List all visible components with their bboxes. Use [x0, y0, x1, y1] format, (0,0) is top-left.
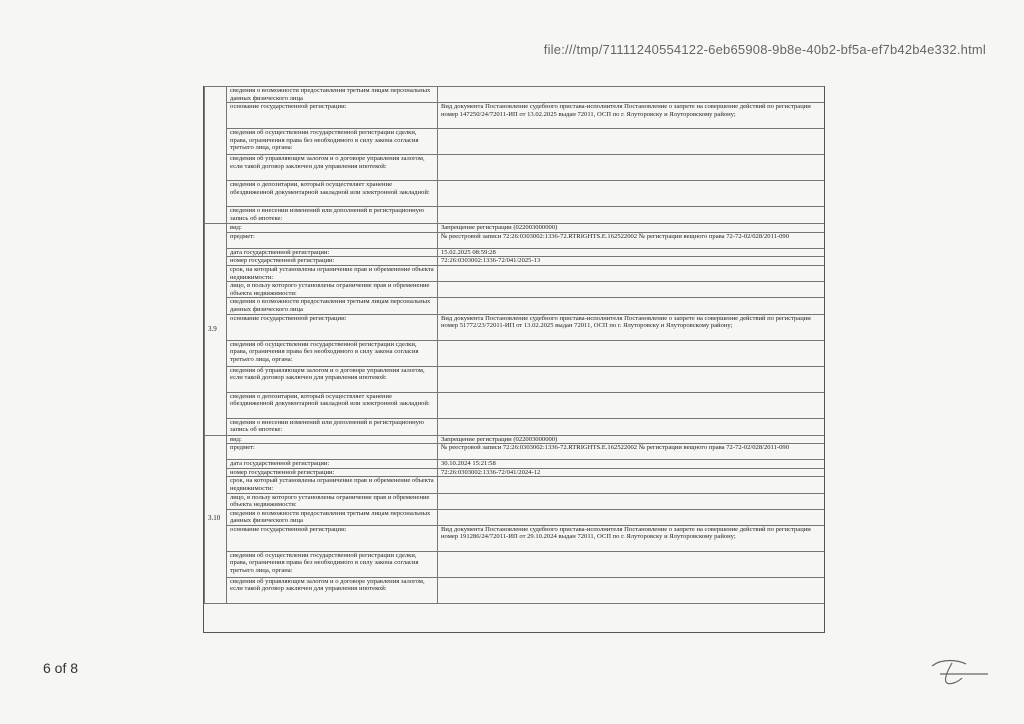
field-value	[438, 340, 825, 366]
table-row	[205, 435, 825, 444]
field-value	[438, 265, 825, 281]
field-label: лицо, в пользу которого установлены ограничение прав и обременение объекта недвижимости:	[227, 282, 438, 298]
field-label: основание государственной регистрации:	[227, 314, 438, 340]
field-label: основание государственной регистрации:	[227, 103, 438, 129]
table-row	[205, 551, 825, 577]
table-row	[205, 181, 825, 207]
table-row	[205, 257, 825, 266]
table-row	[205, 477, 825, 493]
table-row	[205, 224, 825, 233]
field-label: сведения о депозитарии, который осуществляет хранение обездвиженной документарной закладной или электронной закладной:	[227, 392, 438, 418]
field-value: Запрещение регистрации (022003000000)	[438, 224, 825, 233]
table-row	[205, 444, 825, 460]
field-label: срок, на который установлены ограничение прав и обременение объекта недвижимости:	[227, 265, 438, 281]
field-label: срок, на который установлены ограничение прав и обременение объекта недвижимости:	[227, 477, 438, 493]
field-label: предмет:	[227, 444, 438, 460]
field-value	[438, 87, 825, 103]
field-value	[438, 155, 825, 181]
field-label: сведения об осуществлении государственной регистрации сделки, права, ограничения права без необходимого в силу закона согласия третьего лица, органа:	[227, 129, 438, 155]
table-row	[205, 577, 825, 603]
field-value: 72:26:0303002:1336-72/041/2024-12	[438, 468, 825, 477]
field-value: Вид документа Постановление судебного пристава-исполнителя Постановление о запрете на совершение действий по регистрации номер 191286/24/72011-ИП от 29.10.2024 выдан 72011, ОСП по г. Ялуторовску и Ялуторовскому району;	[438, 525, 825, 551]
field-label: основание государственной регистрации:	[227, 525, 438, 551]
signature-mark	[922, 652, 992, 692]
field-label: сведения о возможности предоставления третьим лицам персональных данных физического лица	[227, 298, 438, 314]
table-row	[205, 232, 825, 248]
field-label: номер государственной регистрации:	[227, 468, 438, 477]
field-value	[438, 282, 825, 298]
table-row	[205, 87, 825, 103]
field-value: Вид документа Постановление судебного пристава-исполнителя Постановление о запрете на совершение действий по регистрации номер 147250/24/72011-ИП от 13.02.2025 выдан 72011, ОСП по г. Ялуторовску и Ялуторовскому району;	[438, 103, 825, 129]
field-label: сведения о возможности предоставления третьим лицам персональных данных физического лица	[227, 509, 438, 525]
field-value: Вид документа Постановление судебного пристава-исполнителя Постановление о запрете на совершение действий по регистрации номер 51772/23/72011-ИП от 13.02.2025 выдан 72011, ОСП по г. Ялуторовску и Ялуторовскому району;	[438, 314, 825, 340]
field-value	[438, 418, 825, 435]
field-label: сведения о внесении изменений или дополнений в регистрационную запись об ипотеке:	[227, 418, 438, 435]
field-label: лицо, в пользу которого установлены ограничение прав и обременение объекта недвижимости:	[227, 493, 438, 509]
field-value	[438, 207, 825, 224]
field-value: 15.02.2025 08:59:28	[438, 248, 825, 257]
registry-table	[204, 86, 825, 604]
field-value: 72:26:0303002:1336-72/041/2025-13	[438, 257, 825, 266]
section-number: 3.9	[205, 224, 227, 435]
field-label: сведения о возможности предоставления третьим лицам персональных данных физического лица	[227, 87, 438, 103]
table-row	[205, 509, 825, 525]
table-row	[205, 340, 825, 366]
table-row	[205, 248, 825, 257]
table-row	[205, 282, 825, 298]
table-row	[205, 103, 825, 129]
field-value	[438, 366, 825, 392]
field-label: номер государственной регистрации:	[227, 257, 438, 266]
table-row	[205, 525, 825, 551]
field-value	[438, 129, 825, 155]
page-indicator: 6 of 8	[43, 660, 79, 676]
table-row	[205, 392, 825, 418]
section-number: 3.10	[205, 435, 227, 603]
table-row	[205, 468, 825, 477]
field-label: вид:	[227, 435, 438, 444]
table-row	[205, 298, 825, 314]
field-value	[438, 493, 825, 509]
field-label: сведения об управляющем залогом и о договоре управления залогом, если такой договор заключен для управления ипотекой:	[227, 155, 438, 181]
field-value: № реестровой записи 72:26:0303002:1336-72.RTRIGHTS.E.162522002 № регистрации вещного права 72-72-02/028/2011-090	[438, 232, 825, 248]
table-row	[205, 493, 825, 509]
field-value: 30.10.2024 15:21:58	[438, 460, 825, 469]
field-label: сведения об управляющем залогом и о договоре управления залогом, если такой договор заключен для управления ипотекой:	[227, 577, 438, 603]
document-page	[203, 86, 825, 633]
field-value: № реестровой записи 72:26:0303002:1336-72.RTRIGHTS.E.162522002 № регистрации вещного права 72-72-02/028/2011-090	[438, 444, 825, 460]
table-row	[205, 129, 825, 155]
table-row	[205, 314, 825, 340]
field-label: сведения о депозитарии, который осуществляет хранение обездвиженной документарной закладной или электронной закладной:	[227, 181, 438, 207]
field-value	[438, 577, 825, 603]
table-row	[205, 418, 825, 435]
table-row	[205, 207, 825, 224]
field-value	[438, 509, 825, 525]
field-value	[438, 392, 825, 418]
section-number	[205, 87, 227, 224]
field-value	[438, 551, 825, 577]
field-label: сведения о внесении изменений или дополнений в регистрационную запись об ипотеке:	[227, 207, 438, 224]
field-value	[438, 298, 825, 314]
page-url: file:///tmp/71111240554122-6eb65908-9b8e-40b2-bf5a-ef7b42b4e332.html	[543, 42, 986, 57]
table-row	[205, 155, 825, 181]
field-label: сведения об осуществлении государственной регистрации сделки, права, ограничения права без необходимого в силу закона согласия третьего лица, органа:	[227, 551, 438, 577]
field-label: предмет:	[227, 232, 438, 248]
table-row	[205, 366, 825, 392]
field-value	[438, 477, 825, 493]
field-label: дата государственной регистрации:	[227, 248, 438, 257]
table-row	[205, 265, 825, 281]
field-label: сведения об управляющем залогом и о договоре управления залогом, если такой договор заключен для управления ипотекой:	[227, 366, 438, 392]
field-label: вид:	[227, 224, 438, 233]
field-value: Запрещение регистрации (022003000000)	[438, 435, 825, 444]
field-label: сведения об осуществлении государственной регистрации сделки, права, ограничения права без необходимого в силу закона согласия третьего лица, органа:	[227, 340, 438, 366]
table-row	[205, 460, 825, 469]
field-value	[438, 181, 825, 207]
field-label: дата государственной регистрации:	[227, 460, 438, 469]
